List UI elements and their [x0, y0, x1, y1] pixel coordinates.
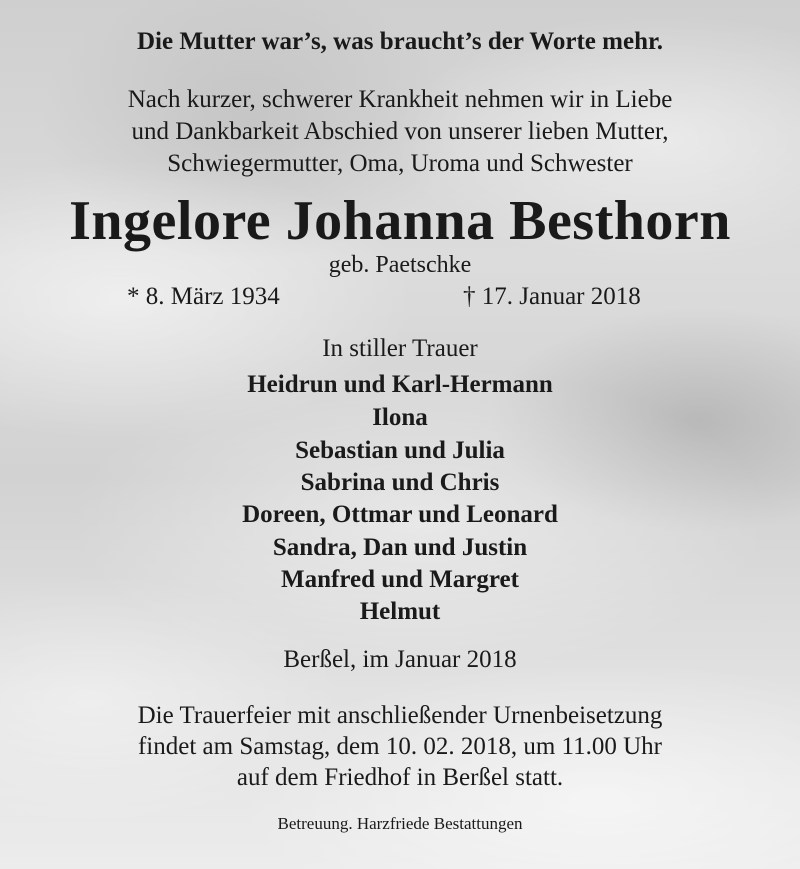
mourning-heading: In stiller Trauer [322, 335, 478, 362]
ceremony-line-2: findet am Samstag, dem 10. 02. 2018, um 11.00 Uhr [137, 733, 662, 760]
family-entry: Heidrun und Karl-Hermann [247, 371, 553, 398]
born-name: geb. Paetschke [328, 252, 472, 278]
family-entry: Manfred und Margret [281, 566, 519, 593]
family-entry: Sebastian und Julia [295, 437, 505, 464]
family-entry: Sabrina und Chris [300, 469, 500, 496]
death-date: † 17. Januar 2018 [463, 283, 641, 310]
family-entry: Ilona [372, 404, 428, 431]
intro-line-1: Nach kurzer, schwerer Krankheit nehmen wir in Liebe [127, 86, 673, 113]
intro-line-2: und Dankbarkeit Abschied von unserer lieben Mutter, [131, 118, 669, 145]
motto: Die Mutter war’s, was braucht’s der Worte mehr. [136, 28, 664, 55]
ceremony-line-3: auf dem Friedhof in Berßel statt. [236, 764, 564, 791]
intro-line-3: Schwiegermutter, Oma, Uroma und Schwester [167, 150, 633, 177]
family-entry: Sandra, Dan und Justin [272, 534, 528, 561]
funeral-home-credit: Betreuung. Harzfriede Bestattungen [277, 814, 523, 833]
ceremony-line-1: Die Trauerfeier mit anschließender Urnenbeisetzung [137, 702, 663, 729]
deceased-name: Ingelore Johanna Besthorn [69, 190, 731, 252]
birth-date: * 8. März 1934 [127, 283, 280, 310]
family-entry: Doreen, Ottmar und Leonard [242, 501, 558, 528]
family-entry: Helmut [359, 598, 441, 625]
place-date: Berßel, im Januar 2018 [283, 646, 517, 673]
